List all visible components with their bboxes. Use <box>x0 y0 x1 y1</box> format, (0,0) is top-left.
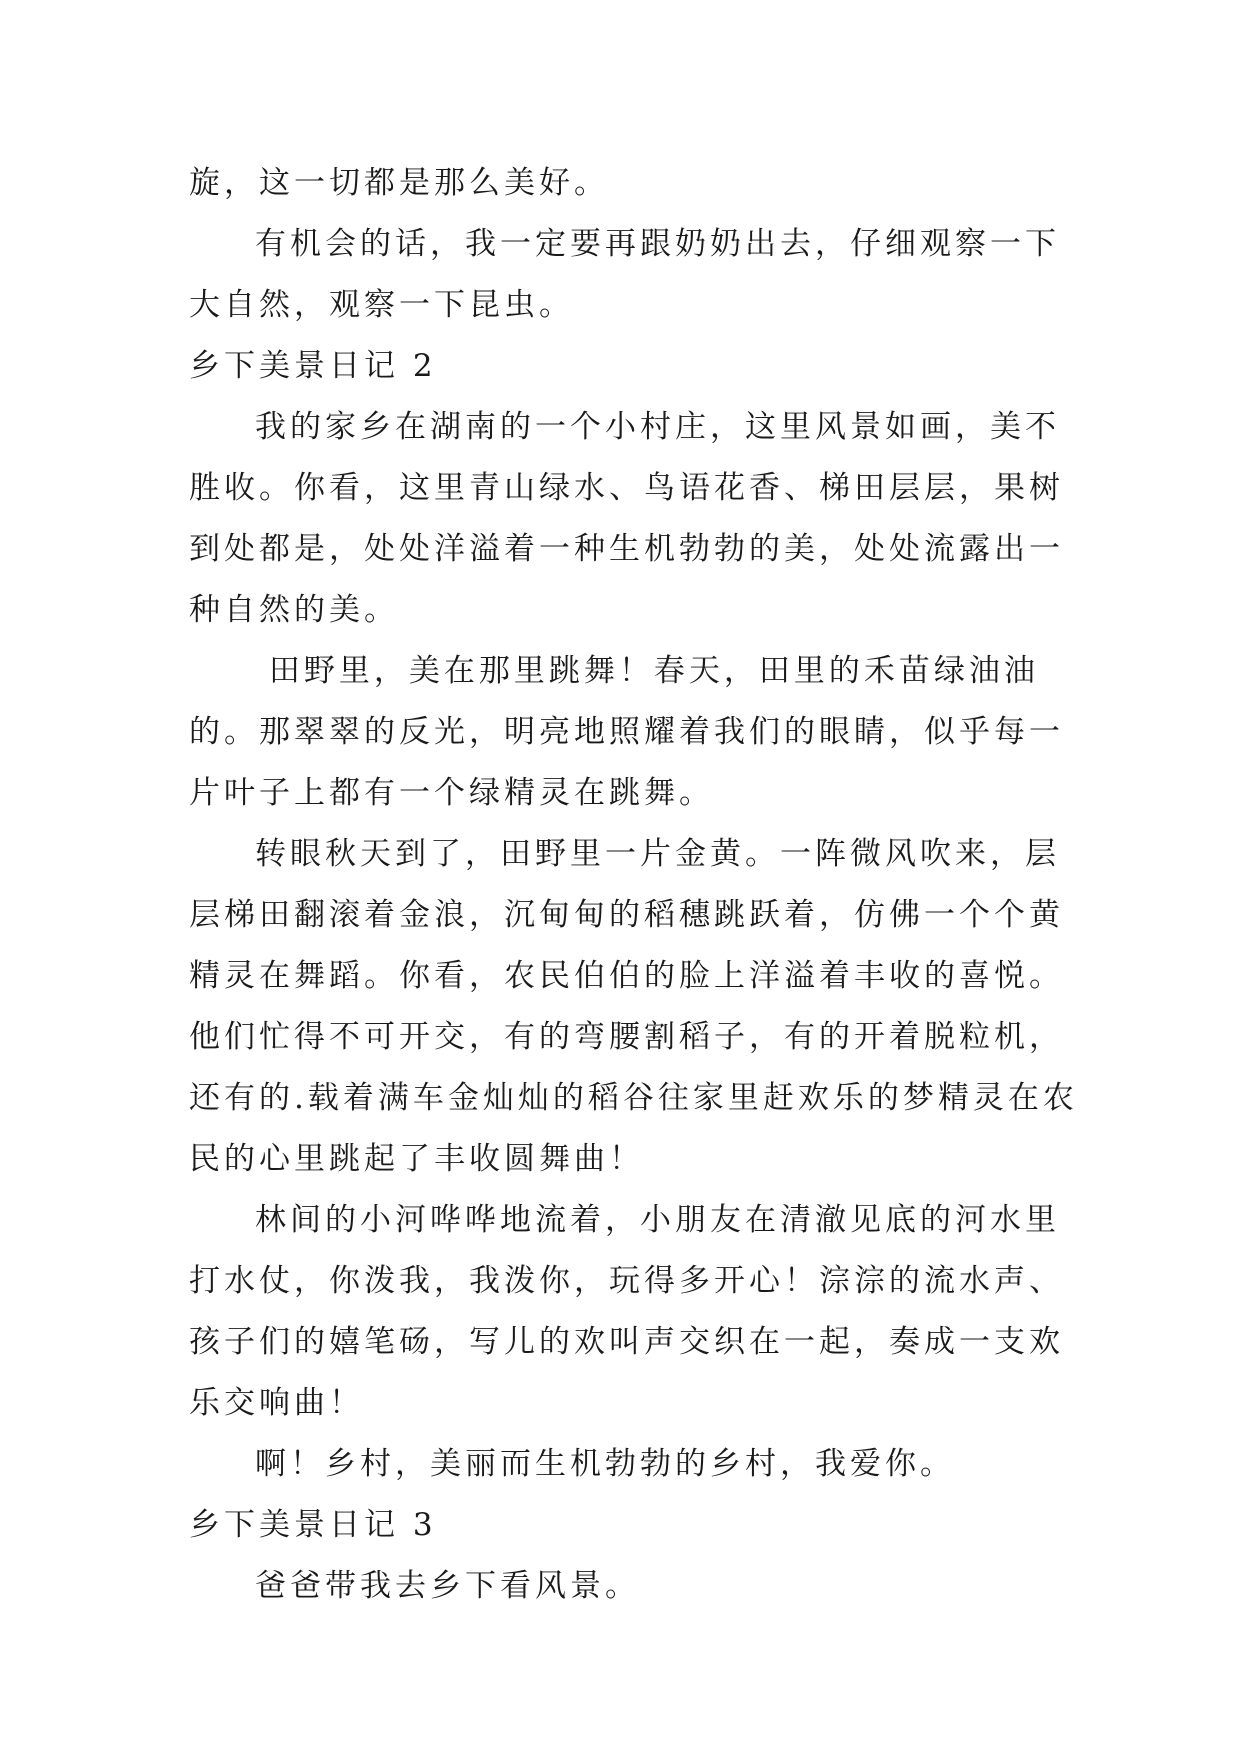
document-body <box>189 153 1089 1617</box>
paragraph: 爸爸带我去乡下看风景。 <box>255 1568 640 1604</box>
section-heading: 乡下美景日记 3 <box>189 1507 437 1543</box>
paragraph: 有机会的话，我一定要再跟奶奶出去，仔细观察一下大自然，观察一下昆虫。 <box>189 226 1060 323</box>
paragraph: 田野里，美在那里跳舞！春天，田里的禾苗绿油油的。那翠翠的反光，明亮地照耀着我们的眼睛，似乎每一片叶子上都有一个绿精灵在跳舞。 <box>189 653 1064 811</box>
section-heading: 乡下美景日记 2 <box>189 348 437 384</box>
paragraph: 转眼秋天到了，田野里一片金黄。一阵微风吹来，层层梯田翻滚着金浪，沉甸甸的稻穗跳跃着，仿佛一个个黄精灵在舞蹈。你看，农民伯伯的脸上洋溢着丰收的喜悦。他们忙得不可开交，有的弯腰割稻子，有的开着脱粒机，还有的.载着满车金灿灿的稻谷往家里赶欢乐的梦精灵在农民的心里跳起了丰收圆舞曲！ <box>189 836 1078 1177</box>
paragraph: 旋，这一切都是那么美好。 <box>189 165 609 201</box>
paragraph: 林间的小河哗哗地流着，小朋友在清澈见底的河水里打水仗，你泼我，我泼你，玩得多开心！淙淙的流水声、孩子们的嬉笔砀，写儿的欢叫声交织在一起，奏成一支欢乐交响曲！ <box>189 1202 1064 1421</box>
paragraph: 我的家乡在湖南的一个小村庄，这里风景如画，美不胜收。你看，这里青山绿水、鸟语花香、梯田层层，果树到处都是，处处洋溢着一种生机勃勃的美，处处流露出一种自然的美。 <box>189 409 1064 628</box>
paragraph: 啊！乡村，美丽而生机勃勃的乡村，我爱你。 <box>255 1446 955 1482</box>
